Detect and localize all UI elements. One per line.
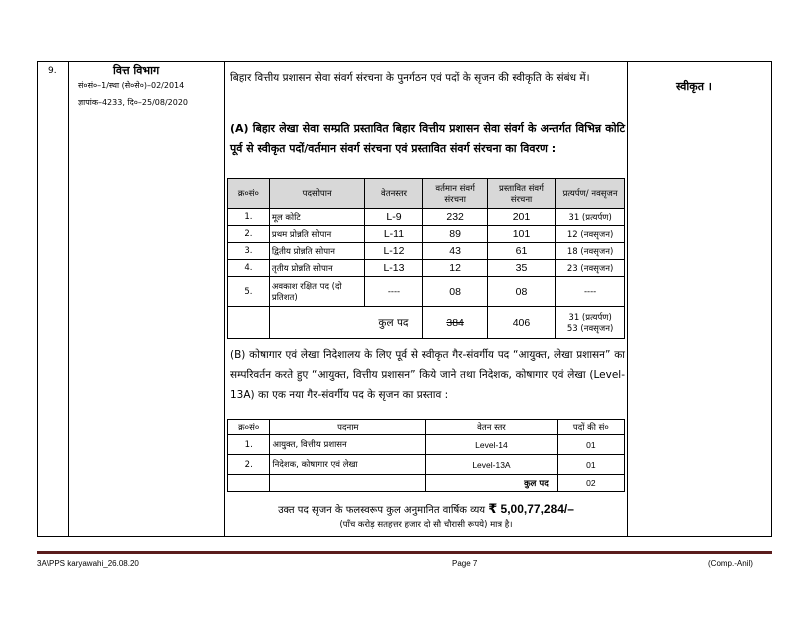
table-row xyxy=(228,277,625,307)
total-label: कुल पद xyxy=(269,307,423,339)
total-new: 53 (नवसृजन) xyxy=(566,323,614,334)
total-change xyxy=(556,307,625,339)
subject-text: बिहार वित्तीय प्रशासन सेवा संवर्ग संरचना के पुनर्गठन एवं पदों के सृजन की स्वीकृति के संबंध में। xyxy=(230,72,590,84)
cell: 89 xyxy=(423,226,487,243)
total-proposed: 406 xyxy=(487,307,555,339)
column-divider xyxy=(224,61,225,537)
cell xyxy=(270,475,426,492)
cell: प्रथम प्रोन्नति सोपान xyxy=(269,226,365,243)
col-header: पदसोपान xyxy=(269,179,365,209)
col-header: प्रत्यर्पण/ नवसृजन xyxy=(556,179,625,209)
table-row xyxy=(228,209,625,226)
cell: 12 xyxy=(423,260,487,277)
cell: 3. xyxy=(228,243,270,260)
cell: द्वितीय प्रोन्नति सोपान xyxy=(269,243,365,260)
table-row xyxy=(228,243,625,260)
total-surrender: 31 (प्रत्यर्पण) xyxy=(568,312,612,323)
cell: निदेशक, कोषागार एवं लेखा xyxy=(270,455,426,475)
total-count: 02 xyxy=(557,475,624,492)
total-row xyxy=(228,307,625,339)
table-row xyxy=(228,260,625,277)
cell: L-9 xyxy=(365,209,423,226)
col-header: वेतनस्तर xyxy=(365,179,423,209)
cell: तृतीय प्रोन्नति सोपान xyxy=(269,260,365,277)
col-header: क्र०सं० xyxy=(228,179,270,209)
memo-number-date: ज्ञापांक–4233, दि०–25/08/2020 xyxy=(78,98,188,107)
expenditure-summary xyxy=(228,502,624,517)
cell: 5. xyxy=(228,277,270,307)
cell: 23 (नवसृजन) xyxy=(556,260,625,277)
cell: 12 (नवसृजन) xyxy=(556,226,625,243)
column-divider xyxy=(627,61,628,537)
cell: 1. xyxy=(228,209,270,226)
cell: 201 xyxy=(487,209,555,226)
cell: Level-14 xyxy=(426,435,557,455)
table-row xyxy=(228,435,625,455)
cell: 18 (नवसृजन) xyxy=(556,243,625,260)
cell: 01 xyxy=(557,435,624,455)
table-row xyxy=(228,226,625,243)
total-label: कुल पद xyxy=(426,475,557,492)
reference-number: सं०सं०–1/स्था (से०से०)–02/2014 xyxy=(78,81,185,90)
department-name: वित्त विभाग xyxy=(113,64,160,77)
cell: 4. xyxy=(228,260,270,277)
rupee-symbol: ₹ xyxy=(488,502,498,517)
cell: 31 (प्रत्यर्पण) xyxy=(556,209,625,226)
table-row xyxy=(228,455,625,475)
col-header: क्र०सं० xyxy=(228,420,270,435)
column-divider xyxy=(68,61,69,537)
col-header: वेतन स्तर xyxy=(426,420,557,435)
cell: Level-13A xyxy=(426,455,557,475)
new-posts-table xyxy=(227,419,625,492)
summary-text: उक्त पद सृजन के फलस्वरूप कुल अनुमानित वार्षिक व्यय xyxy=(278,505,486,516)
cell: 1. xyxy=(228,435,270,455)
cell: 01 xyxy=(557,455,624,475)
cell: 101 xyxy=(487,226,555,243)
total-row xyxy=(228,475,625,492)
cell: 232 xyxy=(423,209,487,226)
serial-number: 9. xyxy=(48,66,57,76)
section-a-heading: (A) बिहार लेखा सेवा सम्प्रति प्रस्तावित बिहार वित्तीय प्रशासन सेवा संवर्ग के अन्तर्गत विभिन्न कोटि पूर्व से स्वीकृत पदों/वर्तमान संवर्ग संरचना एवं प्रस्तावित संवर्ग संरचना का विवरण : xyxy=(230,122,625,155)
cell: मूल कोटि xyxy=(269,209,365,226)
cell xyxy=(228,307,270,339)
cell: ---- xyxy=(365,277,423,307)
cadre-structure-table xyxy=(227,178,625,339)
footer-file-path: 3A\PPS karyawahi_26.08.20 xyxy=(37,559,139,568)
footer-compiler: (Comp.-Anil) xyxy=(708,559,753,568)
cell: 2. xyxy=(228,455,270,475)
amount-in-words: (पाँच करोड़ सतहत्तर हजार दो सौ चौरासी रूपये) मात्र है। xyxy=(339,520,513,530)
col-header: पदों की सं० xyxy=(557,420,624,435)
col-header: वर्तमान संवर्ग संरचना xyxy=(423,179,487,209)
cell: 08 xyxy=(423,277,487,307)
cell xyxy=(228,475,270,492)
cell: अवकाश रक्षित पद (दो प्रतिशत) xyxy=(269,277,365,307)
col-header: प्रस्तावित संवर्ग संरचना xyxy=(487,179,555,209)
cell: 43 xyxy=(423,243,487,260)
expenditure-amount: 5,00,77,284/– xyxy=(500,502,574,516)
col-header: पदनाम xyxy=(270,420,426,435)
section-b-heading: (B) कोषागार एवं लेखा निदेशालय के लिए पूर्व से स्वीकृत गैर-संवर्गीय पद “आयुक्त, लेखा प्रशासन” का सम्परिवर्तन करते हुए “आयुक्त, वित्तीय प्रशासन” किये जाने तथा निदेशक, कोषागार एवं लेखा (Level-13A) का एक नया गैर-संवर्गीय पद के सृजन का प्रस्ताव : xyxy=(230,349,625,401)
cell: 08 xyxy=(487,277,555,307)
total-current: 384 xyxy=(423,307,487,339)
decision-status: स्वीकृत । xyxy=(676,80,712,93)
cell: 61 xyxy=(487,243,555,260)
page-number: Page 7 xyxy=(452,559,478,568)
cell: ---- xyxy=(556,277,625,307)
cell: L-13 xyxy=(365,260,423,277)
footer-rule xyxy=(37,551,772,554)
cell: 2. xyxy=(228,226,270,243)
cell: L-12 xyxy=(365,243,423,260)
cell: 35 xyxy=(487,260,555,277)
cell: आयुक्त, वित्तीय प्रशासन xyxy=(270,435,426,455)
cell: L-11 xyxy=(365,226,423,243)
